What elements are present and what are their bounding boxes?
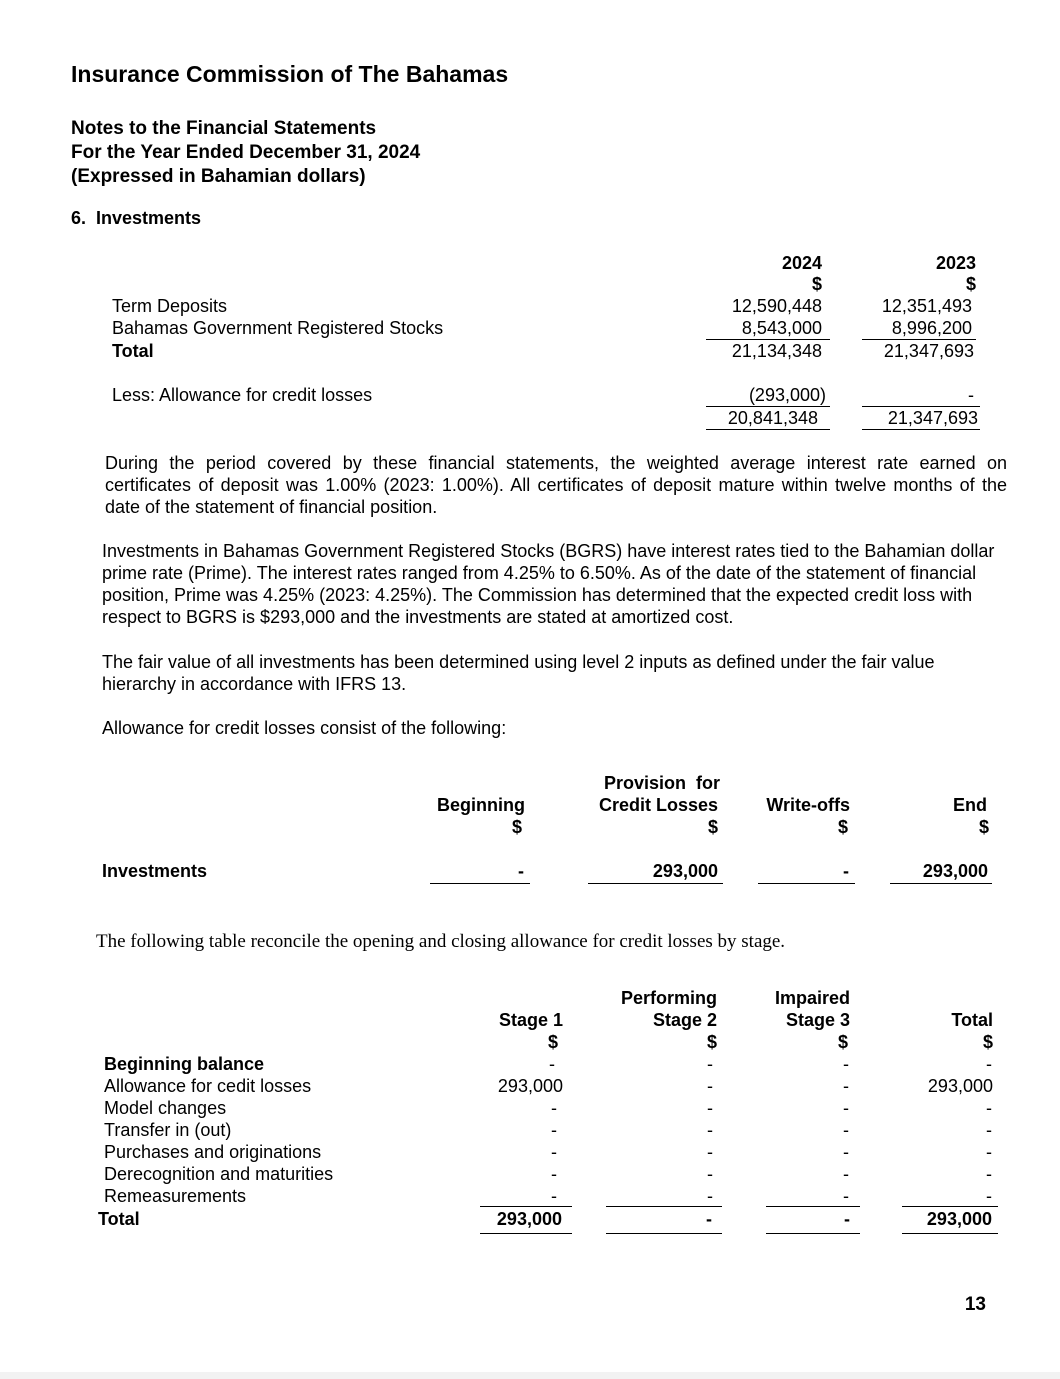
acl-underline bbox=[588, 883, 723, 884]
stage-cell: - bbox=[986, 1164, 992, 1184]
inv-row-value: 8,996,200 bbox=[891, 318, 972, 338]
acl-header-currency: $ bbox=[837, 817, 848, 837]
stage-row-label: Allowance for cedit losses bbox=[104, 1076, 312, 1096]
acl-header-writeoffs: Write-offs bbox=[766, 795, 850, 815]
stage-total-underline bbox=[902, 1233, 998, 1234]
stage-cell: - bbox=[707, 1164, 713, 1184]
acl-underline bbox=[430, 883, 530, 884]
stage-cell: - bbox=[843, 1076, 849, 1096]
acl-header-end: End bbox=[953, 795, 987, 815]
stage-header-stage2: Stage 2 bbox=[652, 1010, 717, 1030]
stage-row-label: Derecognition and maturities bbox=[104, 1164, 334, 1184]
stage-cell: - bbox=[551, 1186, 557, 1206]
inv-total-label: Total bbox=[112, 341, 154, 361]
stage-row-label: Beginning balance bbox=[104, 1054, 265, 1074]
stage-total-label: Total bbox=[98, 1209, 140, 1229]
stage-cell: - bbox=[707, 1142, 713, 1162]
inv-less-value: - bbox=[968, 385, 974, 405]
stage-header-stage1: Stage 1 bbox=[498, 1010, 563, 1030]
paragraph-deposit-rate: During the period covered by these financial statements, the weighted average interest rate earned on certificates of deposit was 1.00% (2023: 1.00%). All certificates of deposit mature within twelve months of the date of the statement of financial position. bbox=[105, 453, 1007, 517]
acl-underline bbox=[890, 883, 992, 884]
stage-cell: - bbox=[551, 1142, 557, 1162]
stage-cell: - bbox=[986, 1098, 992, 1118]
inv-total-value: 21,134,348 bbox=[731, 341, 822, 361]
stage-cell: - bbox=[551, 1120, 557, 1140]
stage-total-cell: - bbox=[844, 1209, 850, 1229]
acl-value-writeoffs: - bbox=[843, 861, 849, 881]
stage-cell: - bbox=[986, 1120, 992, 1140]
stage-total-cell: 293,000 bbox=[926, 1209, 992, 1229]
stage-cell: - bbox=[986, 1142, 992, 1162]
stage-cell: 293,000 bbox=[927, 1076, 993, 1096]
stage-cell: - bbox=[551, 1098, 557, 1118]
stage-cell: - bbox=[707, 1076, 713, 1096]
stage-cell: - bbox=[843, 1186, 849, 1206]
stage-header-total: Total bbox=[951, 1010, 993, 1030]
stage-cell: - bbox=[843, 1142, 849, 1162]
inv-net-underline bbox=[862, 429, 980, 430]
acl-header-currency: $ bbox=[511, 817, 522, 837]
inv-row-value: 8,543,000 bbox=[741, 318, 822, 338]
acl-header-currency: $ bbox=[707, 817, 718, 837]
stage-header-currency: $ bbox=[547, 1032, 558, 1052]
page-bottom-edge bbox=[0, 1372, 1060, 1379]
section-title: 6. Investments bbox=[71, 208, 202, 228]
stage-cell: - bbox=[843, 1054, 849, 1074]
acl-header-credit-losses: Credit Losses bbox=[598, 795, 718, 815]
paragraph-bgrs: Investments in Bahamas Government Registered Stocks (BGRS) have interest rates tied to the Bahamian dollar prime rate (Prime). The interest rates ranged from 4.25% to 6.50%. As of the date of the statement of financial position, Prime was 4.25% (2023: 4.25%). The Commission has determined that the expected credit loss with respect to BGRS is $293,000 and the investments are stated at amortized cost. bbox=[102, 541, 995, 627]
inv-row-value: 12,351,493 bbox=[881, 296, 972, 316]
inv-currency-2023: $ bbox=[965, 274, 976, 294]
stage-header-performing: Performing bbox=[620, 988, 717, 1008]
stage-row-label: Transfer in (out) bbox=[104, 1120, 232, 1140]
inv-net-underline bbox=[706, 429, 830, 430]
inv-row-label: Bahamas Government Registered Stocks bbox=[112, 318, 444, 338]
stage-cell: - bbox=[707, 1120, 713, 1140]
stage-cell: - bbox=[551, 1164, 557, 1184]
inv-net-value: 20,841,348 bbox=[727, 408, 818, 428]
paragraph-acl-intro: Allowance for credit losses consist of the following: bbox=[102, 718, 507, 738]
currency-note: (Expressed in Bahamian dollars) bbox=[71, 166, 366, 187]
stage-total-underline bbox=[766, 1233, 860, 1234]
acl-header-provision: Provision for bbox=[603, 773, 720, 793]
inv-row-label: Term Deposits bbox=[112, 296, 228, 316]
period-title: For the Year Ended December 31, 2024 bbox=[71, 142, 421, 163]
stage-header-impaired: Impaired bbox=[774, 988, 850, 1008]
stage-total-underline bbox=[606, 1233, 722, 1234]
stage-total-line bbox=[606, 1206, 722, 1207]
acl-value-provision: 293,000 bbox=[652, 861, 718, 881]
acl-value-end: 293,000 bbox=[922, 861, 988, 881]
inv-less-label: Less: Allowance for credit losses bbox=[112, 385, 373, 405]
stage-cell: - bbox=[707, 1186, 713, 1206]
org-title: Insurance Commission of The Bahamas bbox=[71, 61, 509, 87]
stage-cell: - bbox=[986, 1054, 992, 1074]
stage-total-line bbox=[766, 1206, 860, 1207]
stage-cell: - bbox=[843, 1120, 849, 1140]
stage-header-currency: $ bbox=[706, 1032, 717, 1052]
inv-net-value: 21,347,693 bbox=[887, 408, 978, 428]
stage-header-stage3: Stage 3 bbox=[785, 1010, 850, 1030]
stage-total-line bbox=[902, 1206, 998, 1207]
inv-currency-2024: $ bbox=[811, 274, 822, 294]
stage-header-currency: $ bbox=[982, 1032, 993, 1052]
stage-header-currency: $ bbox=[837, 1032, 848, 1052]
acl-underline bbox=[758, 883, 855, 884]
stage-cell: - bbox=[549, 1054, 555, 1074]
page-number: 13 bbox=[964, 1294, 986, 1315]
stage-total-line bbox=[480, 1206, 572, 1207]
paragraph-fair-value: The fair value of all investments has been determined using level 2 inputs as defined under the fair value hierarchy in accordance with IFRS 13. bbox=[102, 652, 935, 694]
stage-cell: - bbox=[707, 1054, 713, 1074]
stage-cell: - bbox=[843, 1164, 849, 1184]
stage-row-label: Model changes bbox=[104, 1098, 227, 1118]
stage-total-underline bbox=[480, 1233, 572, 1234]
acl-header-currency: $ bbox=[978, 817, 989, 837]
inv-total-value: 21,347,693 bbox=[883, 341, 974, 361]
stage-total-cell: 293,000 bbox=[496, 1209, 562, 1229]
stage-cell: 293,000 bbox=[497, 1076, 563, 1096]
stage-cell: - bbox=[986, 1186, 992, 1206]
stage-cell: - bbox=[843, 1098, 849, 1118]
stage-row-label: Remeasurements bbox=[104, 1186, 247, 1206]
inv-col-2024: 2024 bbox=[781, 253, 822, 273]
inv-less-value: (293,000) bbox=[748, 385, 826, 405]
stage-total-cell: - bbox=[706, 1209, 712, 1229]
notes-title: Notes to the Financial Statements bbox=[71, 118, 377, 139]
inv-col-2023: 2023 bbox=[935, 253, 976, 273]
inv-row-value: 12,590,448 bbox=[731, 296, 822, 316]
acl-row-label: Investments bbox=[102, 861, 208, 881]
stage-row-label: Purchases and originations bbox=[104, 1142, 322, 1162]
acl-value-beginning: - bbox=[518, 861, 524, 881]
acl-header-beginning: Beginning bbox=[437, 795, 525, 815]
recon-intro: The following table reconcile the opening and closing allowance for credit losses by stage. bbox=[96, 931, 786, 952]
stage-cell: - bbox=[707, 1098, 713, 1118]
